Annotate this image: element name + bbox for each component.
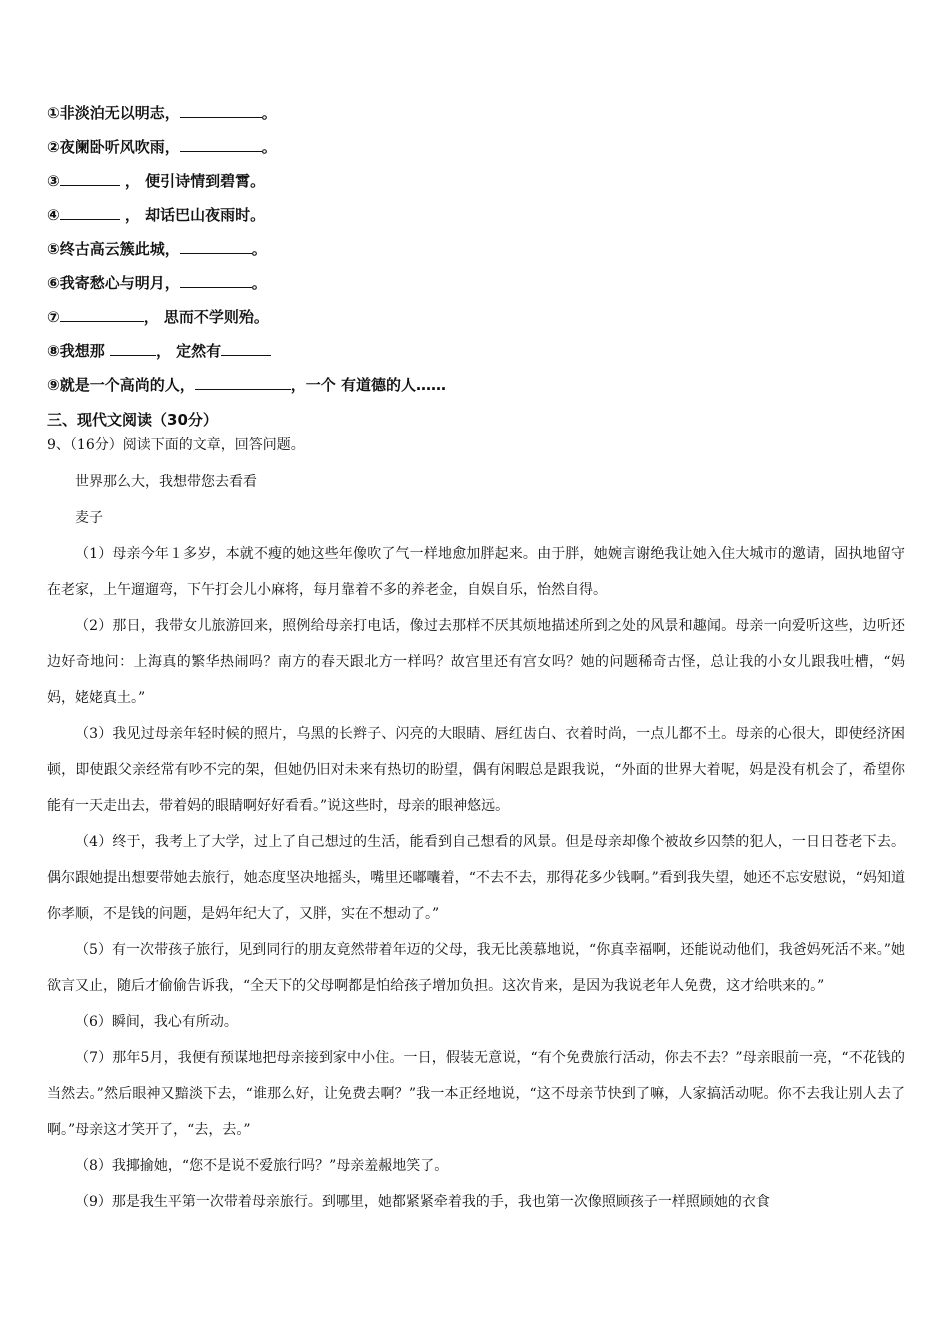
item-text: 终古高云簇此城，: [59, 240, 180, 258]
answer-blank[interactable]: [60, 170, 120, 186]
answer-blank[interactable]: [180, 238, 252, 254]
fill-item-2: [47, 134, 907, 168]
item-text-2: ， 定然有: [155, 342, 222, 360]
item-number: ⑥: [47, 274, 60, 292]
item-text: 就是一个高尚的人，: [59, 376, 195, 394]
item-text: 我想那: [59, 342, 110, 360]
answer-blank[interactable]: [180, 272, 252, 288]
item-text-2: ，一个 有道德的人……: [290, 376, 446, 394]
fill-item-3: [47, 168, 907, 202]
paragraph-3: （3）我见过母亲年轻时候的照片，乌黑的长辫子、闪亮的大眼睛、唇红齿白、衣着时尚，一点儿都不土。母亲的心很大，即使经济困顿，即使跟父亲经常有吵不完的架，但她仍旧对未来有热切的盼望，偶有闲暇总是跟我说，“外面的世界大着呢，妈是没有机会了，希望你能有一天走出去，带着妈的眼睛啊好好看看。”说这些时，母亲的眼神悠远。: [47, 726, 905, 814]
fill-item-4: [47, 202, 907, 236]
item-number: ④: [47, 206, 60, 224]
item-text: 夜阑卧听风吹雨，: [59, 138, 180, 156]
question-intro: 9、（16分）阅读下面的文章，回答问题。: [47, 437, 305, 453]
item-text: ， 便引诗情到碧霄。: [119, 172, 266, 190]
fill-item-5: [47, 236, 907, 270]
item-end: 。: [251, 274, 267, 292]
paragraph-1: （1）母亲今年１多岁，本就不瘦的她这些年像吹了气一样地愈加胖起来。由于胖，她婉言谢绝我让她入住大城市的邀请，固执地留守在老家，上午遛遛弯，下午打会儿小麻将，每月靠着不多的养老金，自娱自乐，怡然自得。: [47, 546, 905, 598]
item-text: 我寄愁心与明月，: [59, 274, 180, 292]
paragraph-4: （4）终于，我考上了大学，过上了自己想过的生活，能看到自己想看的风景。但是母亲却像个被故乡囚禁的犯人，一日日苍老下去。偶尔跟她提出想要带她去旅行，她态度坚决地摇头，嘴里还嘟囔着，“不去不去，那得花多少钱啊。”看到我失望，她还不忘安慰说，“妈知道你孝顺，不是钱的问题，是妈年纪大了，又胖，实在不想动了。”: [47, 834, 905, 922]
article: [47, 464, 905, 1220]
article-author: 麦子: [75, 510, 103, 526]
answer-blank[interactable]: [180, 136, 262, 152]
paragraph-8: （8）我揶揄她，“您不是说不爱旅行吗？”母亲羞赧地笑了。: [75, 1158, 449, 1174]
fill-item-9: [47, 372, 907, 406]
answer-blank-2[interactable]: [221, 340, 271, 356]
item-end: 。: [261, 138, 277, 156]
item-text: ， 思而不学则殆。: [143, 308, 269, 326]
section-heading: 三、现代文阅读（30分）: [47, 411, 218, 429]
paragraph-2: （2）那日，我带女儿旅游回来，照例给母亲打电话，像过去那样不厌其烦地描述所到之处的风景和趣闻。母亲一向爱听这些，边听还边好奇地问：上海真的繁华热闹吗？南方的春天跟北方一样吗？故宫里还有宫女吗？她的问题稀奇古怪，总让我的小女儿跟我吐槽，“妈妈，姥姥真土。”: [47, 618, 905, 706]
item-text: ， 却话巴山夜雨时。: [119, 206, 266, 224]
item-number: ⑧: [47, 342, 60, 360]
answer-blank[interactable]: [180, 102, 262, 118]
fill-in-list: [47, 100, 907, 406]
answer-blank[interactable]: [195, 374, 291, 390]
item-number: ⑦: [47, 308, 60, 326]
answer-blank[interactable]: [60, 204, 120, 220]
fill-item-1: [47, 100, 907, 134]
paragraph-9: （9）那是我生平第一次带着母亲旅行。到哪里，她都紧紧牵着我的手，我也第一次像照顾孩子一样照顾她的衣食: [75, 1194, 770, 1210]
item-number: ③: [47, 172, 60, 190]
item-end: 。: [251, 240, 267, 258]
item-number: ⑤: [47, 240, 60, 258]
answer-blank[interactable]: [60, 306, 144, 322]
fill-item-6: [47, 270, 907, 304]
item-number: ⑨: [47, 376, 60, 394]
item-end: 。: [261, 104, 277, 122]
answer-blank[interactable]: [110, 340, 156, 356]
article-title: 世界那么大，我想带您去看看: [75, 474, 257, 490]
paragraph-6: （6）瞬间，我心有所动。: [75, 1014, 238, 1030]
item-number: ②: [47, 138, 60, 156]
fill-item-8: [47, 338, 907, 372]
paragraph-7: （7）那年5月，我便有预谋地把母亲接到家中小住。一日，假装无意说，“有个免费旅行活动，你去不去？”母亲眼前一亮，“不花钱的当然去。”然后眼神又黯淡下去，“谁那么好，让免费去啊？”我一本正经地说，“这不母亲节快到了嘛，人家搞活动呢。你不去我让别人去了啊。”母亲这才笑开了，“去，去。”: [47, 1050, 905, 1138]
paragraph-5: （5）有一次带孩子旅行，见到同行的朋友竟然带着年迈的父母，我无比羡慕地说，“你真幸福啊，还能说动他们，我爸妈死活不来。”她欲言又止，随后才偷偷告诉我，“全天下的父母啊都是怕给孩子增加负担。这次肯来，是因为我说老年人免费，这才给哄来的。”: [47, 942, 905, 994]
item-number: ①: [47, 104, 60, 122]
item-text: 非淡泊无以明志，: [59, 104, 180, 122]
fill-item-7: [47, 304, 907, 338]
